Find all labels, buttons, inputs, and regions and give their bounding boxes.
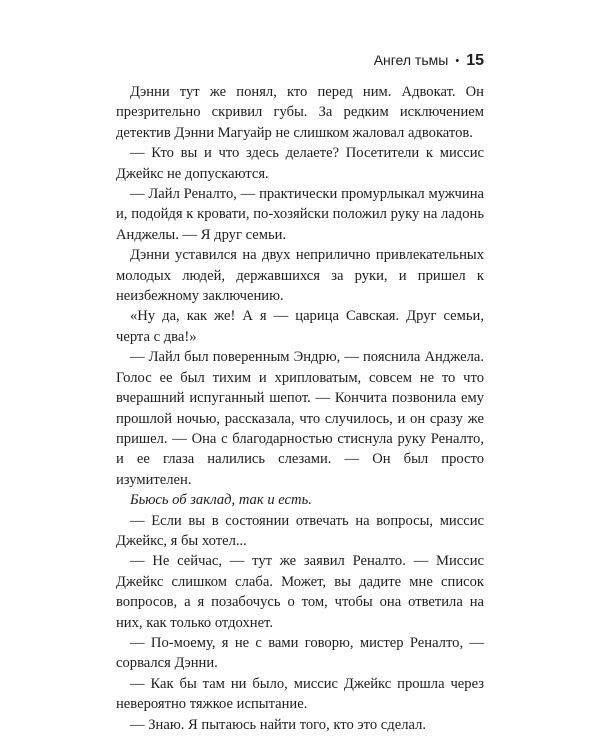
book-title: Ангел тьмы [373, 52, 449, 68]
paragraph: Дэнни уставился на двух неприлично привлекательных молодых людей, державшихся за руки, и пришел к неизбежному заключению. [116, 247, 484, 305]
paragraph: — Знаю. Я пытаюсь найти того, кто это сделал. [130, 716, 427, 733]
paragraph: — По-моему, я не с вами говорю, мистер Реналто, — сорвался Дэнни. [116, 634, 484, 672]
paragraph: — Как бы там ни было, миссис Джейкс прошла через невероятно тяжкое испытание. [116, 675, 484, 713]
paragraph: — Кто вы и что здесь делаете? Посетители к миссис Джейкс не допускаются. [116, 145, 484, 182]
paragraph: — Лайл был поверенным Эндрю, — пояснила Анджела. Голос ее был тихим и хрипловатым, совсем не то что вчерашний испуганный шепот. — Кончита позвонила ему прошлой ночью, рассказала, что случилось, и он сразу же пришел. — Она с благодарностью стиснула руку Реналто, и ее глаза налились слезами. — Он был просто изумителен. [116, 349, 484, 488]
header-bullet: • [455, 55, 460, 67]
paragraph: — Лайл Реналто, — практически промурлыкал мужчина и, подойдя к кровати, по-хозяйски положил руку на ладонь Анджелы. — Я друг семьи. [116, 186, 484, 243]
page-number: 15 [466, 52, 484, 69]
paragraph: — Если вы в состоянии отвечать на вопросы, миссис Джейкс, я бы хотел... [116, 512, 484, 549]
running-head [374, 52, 484, 70]
italic-paragraph: Бьюсь об заклад, так и есть. [130, 492, 312, 509]
paragraph: «Ну да, как же! А я — царица Савская. Друг семьи, черта с два!» [116, 308, 484, 345]
body-text [116, 82, 484, 735]
paragraph: — Не сейчас, — тут же заявил Реналто. — Миссис Джейкс слишком слаба. Может, вы дадите мне список вопросов, а я позабочусь о том, чтобы она ответила на них, как только отдохнет. [116, 553, 484, 631]
paragraph: Дэнни тут же понял, кто перед ним. Адвокат. Он презрительно скривил губы. За редким исключением детектив Дэнни Магуайр не слишком жаловал адвокатов. [116, 84, 484, 141]
